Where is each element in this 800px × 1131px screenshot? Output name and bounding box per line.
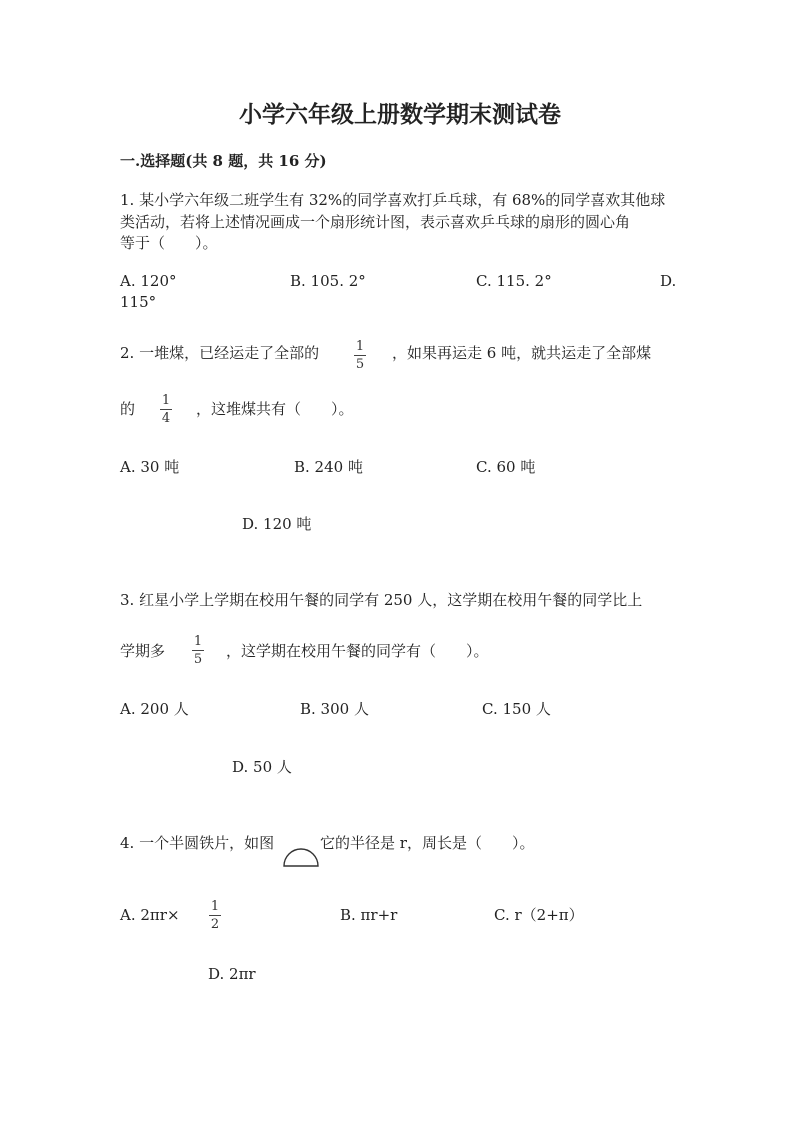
q2-text-part1: 2. 一堆煤，已经运走了全部的 (120, 344, 320, 362)
q4-fraction-one-half (209, 899, 221, 932)
fraction-denominator: 5 (193, 652, 203, 667)
q2-text-part2: ，如果再运走 6 吨，就共运走了全部煤 (392, 344, 652, 362)
section-heading: 一.选择题(共 8 题，共 16 分) (120, 152, 327, 170)
q1-line2: 类活动，若将上述情况画成一个扇形统计图，表示喜欢乒乓球的扇形的圆心角 (120, 213, 631, 231)
fraction-denominator: 4 (161, 411, 171, 426)
q3-option-d[interactable]: D. 50 人 (232, 758, 292, 776)
fraction-denominator: 5 (355, 357, 365, 372)
q2-text-part4: ，这堆煤共有（ ）。 (196, 400, 354, 418)
fraction-numerator: 1 (161, 393, 171, 408)
q2-option-a[interactable]: A. 30 吨 (120, 458, 180, 476)
fraction-bar (192, 650, 204, 651)
page-title: 小学六年级上册数学期末测试卷 (239, 101, 561, 128)
q3-option-a[interactable]: A. 200 人 (120, 700, 189, 718)
q3-text-part1: 学期多 (120, 642, 166, 660)
semicircle-figure-icon (282, 846, 320, 868)
q1-option-c[interactable]: C. 115. 2° (476, 272, 552, 290)
q3-option-b[interactable]: B. 300 人 (300, 700, 369, 718)
q1-option-b[interactable]: B. 105. 2° (290, 272, 366, 290)
q1-option-a[interactable]: A. 120° (120, 272, 177, 290)
q3-line1: 3. 红星小学上学期在校用午餐的同学有 250 人，这学期在校用午餐的同学比上 (120, 591, 643, 609)
q4-option-a[interactable]: A. 2πr× (120, 906, 180, 924)
q1-option-d-value: 115° (120, 293, 157, 311)
q4-option-c[interactable]: C. r（2+π） (494, 906, 584, 924)
q3-fraction-one-fifth (192, 634, 204, 667)
q3-text-part2: ，这学期在校用午餐的同学有（ ）。 (226, 642, 489, 660)
fraction-bar (209, 915, 221, 916)
q4-option-d[interactable]: D. 2πr (208, 965, 256, 983)
q1-line1: 1. 某小学六年级二班学生有 32%的同学喜欢打乒乓球，有 68%的同学喜欢其他球 (120, 191, 666, 209)
q4-option-b[interactable]: B. πr+r (340, 906, 398, 924)
q1-line3: 等于（ ）。 (120, 234, 218, 252)
fraction-numerator: 1 (210, 899, 220, 914)
fraction-bar (354, 355, 366, 356)
fraction-numerator: 1 (193, 634, 203, 649)
q3-option-c[interactable]: C. 150 人 (482, 700, 551, 718)
q2-option-c[interactable]: C. 60 吨 (476, 458, 536, 476)
q2-fraction-one-fifth (354, 339, 366, 372)
q2-option-b[interactable]: B. 240 吨 (294, 458, 363, 476)
q4-text-part2: 它的半径是 r，周长是（ ）。 (320, 834, 535, 852)
q2-fraction-one-quarter (160, 393, 172, 426)
fraction-denominator: 2 (210, 917, 220, 932)
fraction-bar (160, 409, 172, 410)
fraction-numerator: 1 (355, 339, 365, 354)
q2-option-d[interactable]: D. 120 吨 (242, 515, 312, 533)
q2-text-part3: 的 (120, 400, 136, 418)
q4-text-part1: 4. 一个半圆铁片，如图 (120, 834, 275, 852)
q1-option-d[interactable]: D. (660, 272, 677, 290)
